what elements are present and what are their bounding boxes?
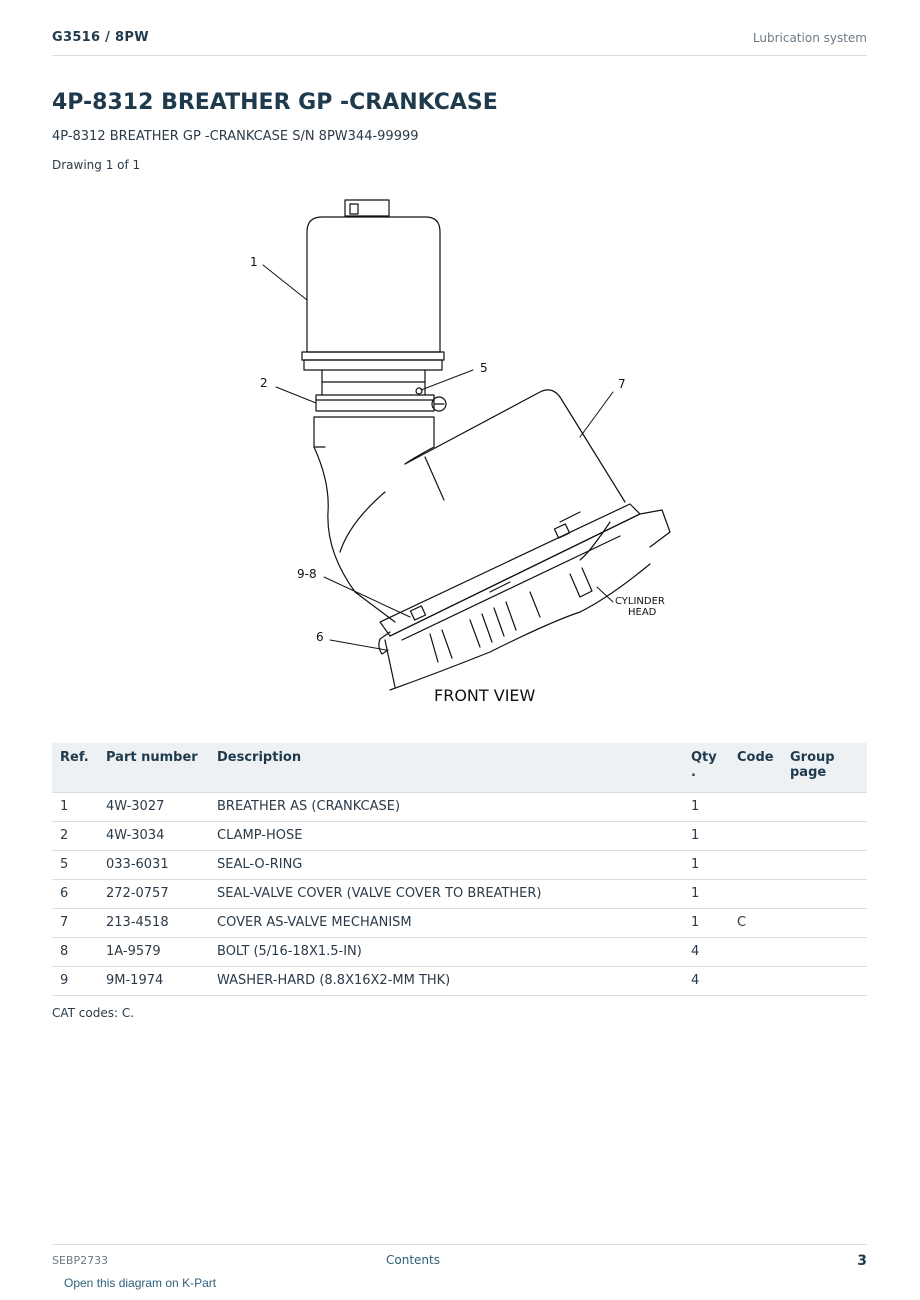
- cell-qty: 4: [683, 966, 729, 995]
- cell-qty: 1: [683, 879, 729, 908]
- cell-part-number: 1A-9579: [98, 937, 209, 966]
- page-subtitle: 4P-8312 BREATHER GP -CRANKCASE S/N 8PW344-99999: [52, 129, 419, 144]
- cell-description: WASHER-HARD (8.8X16X2-MM THK): [209, 966, 683, 995]
- section-name: Lubrication system: [752, 31, 867, 45]
- header-group-line1: Group: [790, 750, 835, 765]
- callout-5: 5: [480, 361, 488, 375]
- callout-leaders: [263, 265, 613, 650]
- cell-code: C: [729, 908, 782, 937]
- callout-2: 2: [260, 376, 268, 390]
- cell-code: [729, 792, 782, 821]
- header-part-number: Part number: [98, 743, 209, 792]
- header-qty: [683, 743, 729, 792]
- cell-ref: 5: [52, 850, 98, 879]
- page-title: 4P-8312 BREATHER GP -CRANKCASE: [52, 90, 498, 115]
- cell-ref: 1: [52, 792, 98, 821]
- cell-description: SEAL-O-RING: [209, 850, 683, 879]
- callout-labels: [250, 255, 665, 705]
- parts-diagram: [230, 192, 690, 712]
- drawing-count: Drawing 1 of 1: [52, 158, 141, 172]
- cell-group-page: [782, 937, 867, 966]
- kpart-diagram-link[interactable]: Open this diagram on K-Part: [64, 1276, 217, 1290]
- cell-description: SEAL-VALVE COVER (VALVE COVER TO BREATHER): [209, 879, 683, 908]
- cell-qty: 1: [683, 908, 729, 937]
- cell-ref: 6: [52, 879, 98, 908]
- contents-link[interactable]: Contents: [386, 1253, 440, 1267]
- cat-codes-note: CAT codes: C.: [52, 1006, 135, 1020]
- header-group-page: [782, 743, 867, 792]
- cell-code: [729, 937, 782, 966]
- cell-qty: 1: [683, 850, 729, 879]
- cell-group-page: [782, 879, 867, 908]
- cell-qty: 1: [683, 821, 729, 850]
- cell-part-number: 9M-1974: [98, 966, 209, 995]
- callout-9-8: 9-8: [297, 567, 317, 581]
- cell-description: BREATHER AS (CRANKCASE): [209, 792, 683, 821]
- page-footer: [52, 1244, 867, 1274]
- cell-ref: 2: [52, 821, 98, 850]
- cell-qty: 4: [683, 937, 729, 966]
- cell-group-page: [782, 908, 867, 937]
- valve-cover-drawing: [379, 390, 670, 690]
- front-view-caption: FRONT VIEW: [434, 686, 536, 705]
- cell-ref: 9: [52, 966, 98, 995]
- callout-1: 1: [250, 255, 258, 269]
- table-row: [52, 821, 867, 850]
- cell-code: [729, 850, 782, 879]
- cell-part-number: 033-6031: [98, 850, 209, 879]
- header-group-line2: page: [790, 765, 827, 780]
- cell-description: COVER AS-VALVE MECHANISM: [209, 908, 683, 937]
- cell-group-page: [782, 966, 867, 995]
- breather-canister-drawing: [302, 200, 446, 622]
- cell-part-number: 4W-3027: [98, 792, 209, 821]
- table-row: [52, 937, 867, 966]
- parts-table: [52, 743, 867, 996]
- callout-7: 7: [618, 377, 626, 391]
- table-row: [52, 966, 867, 995]
- table-row: [52, 850, 867, 879]
- header-code: Code: [729, 743, 782, 792]
- cell-group-page: [782, 850, 867, 879]
- cell-ref: 7: [52, 908, 98, 937]
- callout-6: 6: [316, 630, 324, 644]
- cell-description: CLAMP-HOSE: [209, 821, 683, 850]
- document-number: SEBP2733: [52, 1254, 109, 1267]
- header-description: Description: [209, 743, 683, 792]
- cell-group-page: [782, 821, 867, 850]
- header-qty-line1: Qty: [691, 750, 717, 765]
- page-header: [52, 28, 867, 56]
- cell-code: [729, 966, 782, 995]
- cell-ref: 8: [52, 937, 98, 966]
- engine-model: G3516 / 8PW: [52, 30, 149, 45]
- table-header-row: [52, 743, 867, 792]
- cell-part-number: 213-4518: [98, 908, 209, 937]
- cell-part-number: 4W-3034: [98, 821, 209, 850]
- header-ref: Ref.: [52, 743, 98, 792]
- cell-part-number: 272-0757: [98, 879, 209, 908]
- table-row: [52, 908, 867, 937]
- page-number: 3: [857, 1253, 867, 1269]
- cell-qty: 1: [683, 792, 729, 821]
- cell-code: [729, 879, 782, 908]
- head-label: HEAD: [628, 607, 657, 618]
- cylinder-label: CYLINDER: [615, 596, 665, 607]
- cell-description: BOLT (5/16-18X1.5-IN): [209, 937, 683, 966]
- header-qty-line2: .: [691, 765, 696, 780]
- table-row: [52, 879, 867, 908]
- table-row: [52, 792, 867, 821]
- cell-code: [729, 821, 782, 850]
- cell-group-page: [782, 792, 867, 821]
